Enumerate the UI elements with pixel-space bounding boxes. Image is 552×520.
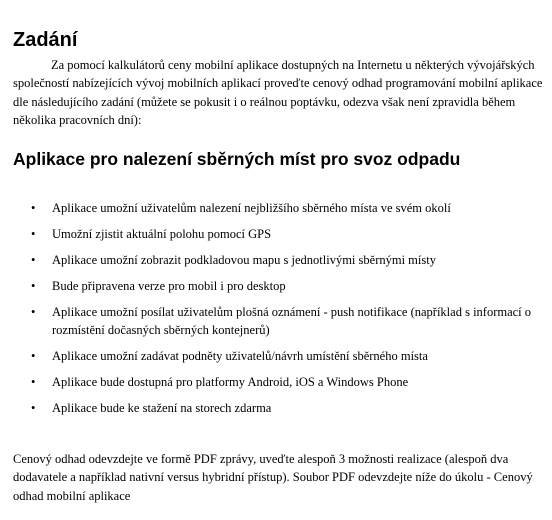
- list-item-text: Bude připravena verze pro mobil i pro desktop: [52, 279, 286, 293]
- list-item: [0, 347, 552, 365]
- bullet-icon: •: [31, 201, 36, 215]
- list-item-text: Aplikace umožní zobrazit podkladovou mapu s jednotlivými sběrnými místy: [52, 253, 436, 267]
- bullet-icon: •: [31, 253, 36, 267]
- intro-paragraph: Za pomocí kalkulátorů ceny mobilní aplikace dostupných na Internetu u některých vývojářských společností nabízejících vývoj mobilních aplikací proveďte cenový odhad programování mobilní aplikace dle následujícího zadání (můžete se pokusit i o reálnou poptávku, odezva však není zpravidla během několika pracovních dní):: [13, 58, 543, 128]
- list-item: [0, 303, 552, 340]
- bullet-icon: •: [31, 349, 36, 364]
- page-title: Zadání: [13, 29, 78, 51]
- list-item-text: Aplikace bude ke stažení na storech zdarma: [52, 401, 272, 416]
- bullet-icon: •: [31, 227, 36, 241]
- list-item-text: Aplikace umožní posílat uživatelům plošná oznámení - push notifikace (například s informací o rozmístění dočasných sběrných kontejnerů): [52, 305, 532, 338]
- list-item: [0, 373, 552, 391]
- section-title: Aplikace pro nalezení sběrných míst pro svoz odpadu: [13, 149, 461, 169]
- bullet-icon: •: [31, 401, 36, 416]
- bullet-icon: •: [31, 305, 36, 319]
- list-item-text: Aplikace bude dostupná pro platformy Android, iOS a Windows Phone: [52, 375, 409, 390]
- bullet-icon: •: [31, 375, 36, 390]
- submission-instructions: Cenový odhad odevzdejte ve formě PDF zprávy, uveďte alespoň 3 možnosti realizace (alespoň dva dodavatele a například nativní versus hybridní přístup). Soubor PDF odevzdejte níže do úkolu - Cenový odhad mobilní aplikace: [13, 452, 533, 503]
- list-item: [0, 199, 552, 217]
- requirements-list: [0, 199, 552, 425]
- list-item-text: Aplikace umožní zadávat podněty uživatelů/návrh umístění sběrného místa: [52, 349, 428, 364]
- list-item: [0, 277, 552, 295]
- bullet-icon: •: [31, 279, 36, 293]
- list-item: [0, 399, 552, 417]
- list-item: [0, 251, 552, 269]
- list-item-text: Aplikace umožní uživatelům nalezení nejbližšího sběrného místa ve svém okolí: [52, 201, 451, 215]
- list-item-text: Umožní zjistit aktuální polohu pomocí GPS: [52, 227, 272, 241]
- list-item: [0, 225, 552, 243]
